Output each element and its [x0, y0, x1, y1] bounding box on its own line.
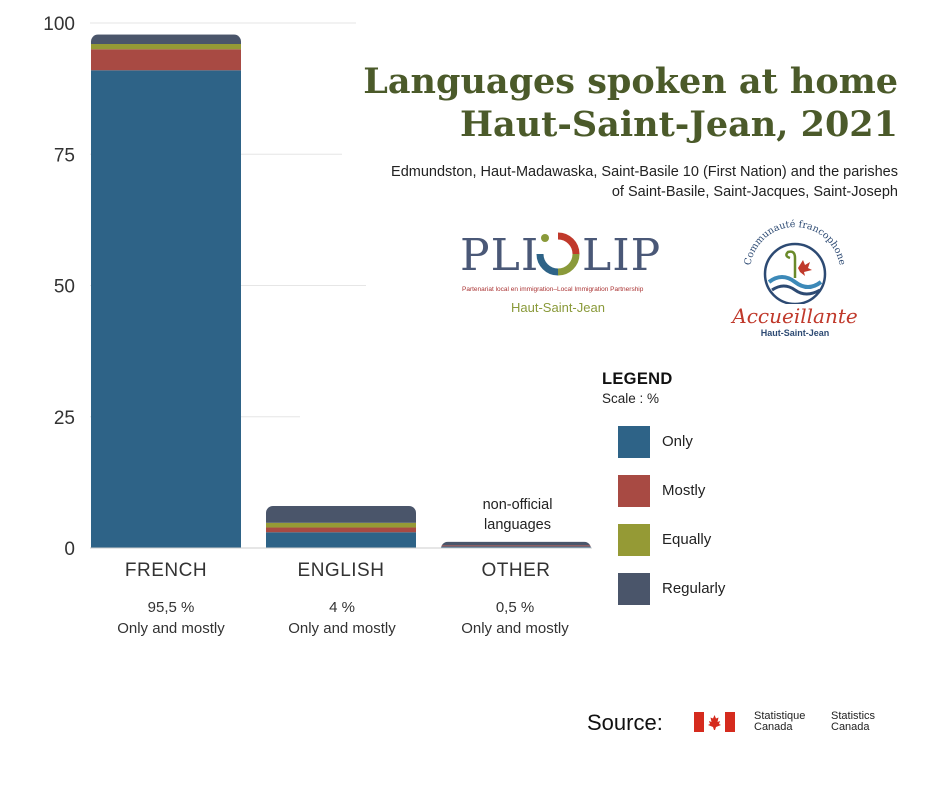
- legend-title: LEGEND: [602, 370, 673, 388]
- english-note-value: 4 %: [329, 599, 355, 616]
- x-tick-label: FRENCH: [124, 560, 208, 581]
- legend-item-mostly: [618, 475, 838, 507]
- bar-stack-english: [266, 506, 416, 548]
- other-note-line-2: languages: [484, 517, 551, 533]
- legend-item-regularly: [618, 573, 838, 605]
- plilip-logo-left: PLI: [460, 230, 540, 281]
- bar-english-mostly: [266, 528, 416, 533]
- title-line-2: Haut-Saint-Jean, 2021: [459, 104, 898, 145]
- english-note: [257, 597, 427, 639]
- accueil-word: Accueillante: [732, 304, 858, 328]
- legend-swatch-only: [618, 426, 650, 458]
- bar-other-mostly: [441, 545, 591, 546]
- other-note-value: 0,5 %: [495, 599, 535, 616]
- legend-swatch-regularly: [618, 573, 650, 605]
- plilip-logo-right: LIP: [582, 230, 662, 281]
- bar-stack-french: [91, 35, 241, 548]
- plilip-ring-icon: [534, 230, 582, 278]
- bar-other-regularly: [441, 542, 591, 546]
- stat-en-line-1: Statistics: [831, 710, 876, 722]
- title-line-1: Languages spoken at home: [363, 61, 898, 102]
- bar-english-only: [266, 532, 416, 548]
- bar-french-regularly: [91, 35, 241, 44]
- other-note-text: Only and mostly: [461, 620, 569, 637]
- french-note-value: 95,5 %: [147, 599, 195, 616]
- source-label: Source:: [587, 710, 663, 735]
- y-tick-label: 75: [53, 145, 75, 167]
- y-tick-label: 25: [53, 407, 75, 429]
- x-tick-label: ENGLISH: [297, 560, 385, 581]
- accueil-region: Haut-Saint-Jean: [760, 328, 830, 338]
- legend-item-equally: [618, 524, 838, 556]
- legend-label-equally: Equally: [662, 531, 712, 548]
- legend-label-only: Only: [662, 433, 693, 450]
- bar-english-regularly: [266, 506, 416, 523]
- accueil-arc-text: Communauté francophone: [742, 218, 848, 267]
- plilip-region: Haut-Saint-Jean: [511, 300, 605, 315]
- statistique-canada-wordmark: [754, 711, 805, 733]
- accueil-logo: [732, 212, 858, 342]
- y-tick-label: 0: [64, 539, 75, 560]
- legend-scale: Scale : %: [602, 391, 660, 406]
- other-note: [430, 597, 600, 639]
- bar-stack-other: [441, 542, 591, 548]
- plilip-logo: [458, 228, 662, 318]
- statistics-canada-wordmark: [831, 711, 875, 733]
- legend-item-only: [618, 426, 838, 458]
- stat-en-line-2: Canada: [831, 721, 870, 733]
- y-tick-label: 100: [43, 14, 75, 35]
- chart-subtitle: [391, 162, 898, 202]
- french-note: [86, 597, 256, 639]
- bar-english-equally: [266, 523, 416, 528]
- bar-french-equally: [91, 44, 241, 49]
- other-note-line-1: non-official: [482, 497, 553, 513]
- plilip-tagline: Partenariat local en immigration–Local Immigration Partnership: [462, 286, 644, 293]
- subtitle-line-1: Edmundston, Haut-Madawaska, Saint-Basile 10 (First Nation) and the parishes: [391, 164, 898, 180]
- legend-swatch-mostly: [618, 475, 650, 507]
- stat-fr-line-2: Canada: [754, 721, 793, 733]
- english-note-text: Only and mostly: [288, 620, 396, 637]
- french-note-text: Only and mostly: [117, 620, 225, 637]
- canada-flag-icon: [694, 712, 735, 732]
- y-tick-label: 50: [53, 276, 75, 298]
- legend: [602, 370, 726, 597]
- legend-label-regularly: Regularly: [662, 580, 726, 597]
- other-category-note: [445, 495, 590, 535]
- x-tick-label: OTHER: [481, 560, 551, 581]
- legend-swatch-equally: [618, 524, 650, 556]
- stat-fr-line-1: Statistique: [754, 710, 806, 722]
- bar-french-mostly: [91, 49, 241, 70]
- chart-title: [363, 60, 898, 146]
- accueil-emblem-icon: [732, 212, 858, 304]
- subtitle-line-2: of Saint-Basile, Saint-Jacques, Saint-Joseph: [611, 184, 898, 200]
- legend-label-mostly: Mostly: [662, 482, 706, 499]
- bar-french-only: [91, 70, 241, 548]
